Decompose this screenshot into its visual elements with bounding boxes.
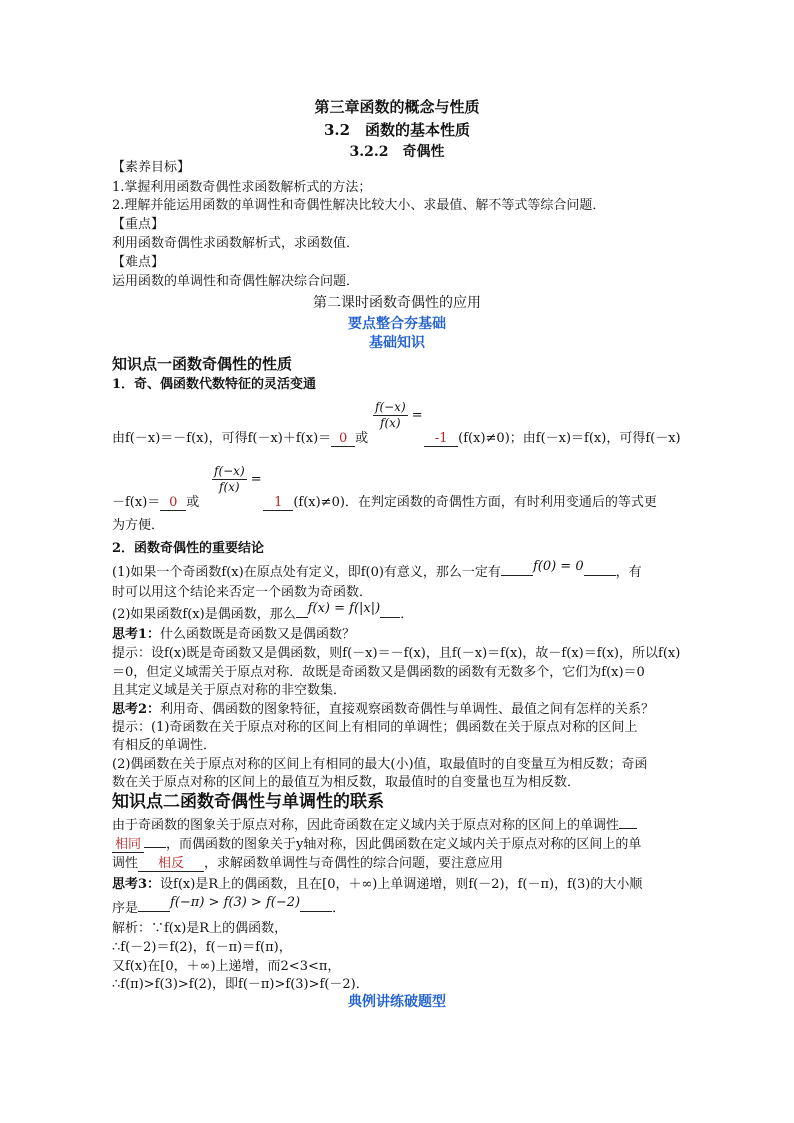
think-3-question-text: 设f(x)是R上的偶函数，且在[0，＋∞)上单调递增，则f(－2)，f(－π)，f(3)的大小顺 xyxy=(160,877,643,892)
think-2-question-text: 利用奇、偶函数的图象特征，直接观察函数奇偶性与单调性、最值之间有怎样的关系？ xyxy=(160,702,655,717)
fraction-denominator: f(x) xyxy=(380,416,401,430)
think-3-solution-3: 又f(x)在[0，＋∞)上递增，而2<3<π， xyxy=(112,959,341,974)
kp2-line-2 xyxy=(112,834,684,855)
conclusion-2 xyxy=(112,601,684,625)
section-subheading-blue: 基础知识 xyxy=(369,335,425,351)
fraction-ratio-1 xyxy=(373,400,423,431)
fraction-numerator-2: f(−x) xyxy=(214,464,245,478)
think-3-solution-2: ∴f(－2)＝f(2)，f(－π)＝f(π)， xyxy=(112,940,292,955)
kp1-line-3: 为方便． xyxy=(112,518,165,533)
kp1-line-2 xyxy=(112,492,684,513)
answer-blank-4: 1 xyxy=(263,496,293,511)
think-3-question-text-2: 序是 xyxy=(112,901,139,916)
knowledge-point-1-title: 知识点一函数奇偶性的性质 xyxy=(112,355,293,373)
formula-f0: f(0) = 0 xyxy=(532,559,584,574)
chapter-title: 第三章函数的概念与性质 xyxy=(314,98,480,116)
goals-item-1: 1.掌握利用函数奇偶性求函数解析式的方法； xyxy=(112,180,372,195)
formula-even: f(x) = f(|x|) xyxy=(307,601,381,616)
think-1-label: 思考1： xyxy=(112,627,161,642)
conclusion-1-line-2: 时可以用这个结论来否定一个函数为奇函数． xyxy=(112,585,373,600)
think-2-answer-3: (2)偶函数在关于原点对称的区间上有相同的最大(小)值，取最值时的自变量互为相反数；奇函 xyxy=(112,757,648,772)
conclusion-1-text-a: (1)如果一个奇函数f(x)在原点处有定义，即f(0)有意义，那么一定有 xyxy=(112,565,501,580)
kp1-line-1-text-c: (f(x)≠0)；由f(－x)＝f(x)，可得f(－x) xyxy=(458,431,681,446)
key-point-text: 利用函数奇偶性求函数解析式，求函数值． xyxy=(112,236,360,251)
kp1-line-1-text-a: 由f(－x)＝－f(x)，可得f(－x)＋f(x)＝ xyxy=(112,431,332,446)
kp2-line-2-text: ，而偶函数的图象关于y轴对称，因此偶函数在定义域内关于原点对称的区间上的单 xyxy=(166,837,642,852)
kp2-line-3 xyxy=(112,853,684,874)
think-2-answer-1: 提示：(1)奇函数在关于原点对称的区间上有相同的单调性；偶函数在关于原点对称的区间上 xyxy=(112,720,638,735)
think-3-solution-4: ∴f(π)>f(3)>f(2)，即f(－π)>f(3)>f(－2)． xyxy=(112,977,369,992)
key-point-heading: 【重点】 xyxy=(112,217,165,232)
difficulty-text: 运用函数的单调性和奇偶性解决综合问题． xyxy=(112,274,360,289)
think-2-answer-2: 有相反的单调性． xyxy=(112,738,217,753)
kp2-line-3-text-a: 调性 xyxy=(112,856,139,871)
think-1-answer-1: 提示：设f(x)既是奇函数又是偶函数，则f(－x)＝－f(x)，且f(－x)＝f(x)，故－f(x)＝f(x)，所以f(x) xyxy=(112,646,681,661)
knowledge-point-2-title: 知识点二函数奇偶性与单调性的联系 xyxy=(112,792,384,812)
conclusion-2-text-b: ． xyxy=(400,607,414,622)
conclusion-2-text-a: (2)如果函数f(x)是偶函数，那么 xyxy=(112,607,296,622)
goals-item-2: 2.理解并能运用函数的单调性和奇偶性解决比较大小、求最值、解不等式等综合问题． xyxy=(112,198,606,213)
think-3-end: ． xyxy=(332,901,346,916)
think-1-question xyxy=(112,624,684,645)
kp2-line-3-text-b: ，求解函数单调性与奇偶性的综合问题，要注意应用 xyxy=(204,856,504,871)
section-heading-examples: 典例讲练破题型 xyxy=(348,994,446,1010)
knowledge-point-1-sub2: 2．函数奇偶性的重要结论 xyxy=(112,541,265,556)
kp1-line-2-text-a: －f(x)＝ xyxy=(112,495,161,510)
goals-heading: 【素养目标】 xyxy=(112,160,191,175)
kp1-line-2-text-c: (f(x)≠0)．在判定函数的奇偶性方面，有时利用变通后的等式更 xyxy=(293,495,657,510)
answer-blank-opposite: 相反 xyxy=(138,857,204,872)
section-title: 3.2 函数的基本性质 xyxy=(323,121,471,139)
kp1-line-2-text-b: 或 xyxy=(186,495,200,510)
conclusion-1-text-b: ，有 xyxy=(615,565,642,580)
kp2-line-1-text: 由于奇函数的图象关于原点对称，因此奇函数在定义域内关于原点对称的区间上的单调性 xyxy=(112,818,620,833)
think-3-solution-1: 解析：∵f(x)是R上的偶函数， xyxy=(112,921,288,936)
think-2-label: 思考2： xyxy=(112,702,161,717)
think-1-answer-3: 且其定义域是关于原点对称的非空数集． xyxy=(112,683,347,698)
kp1-line-1-text-b: 或 xyxy=(355,431,369,446)
lesson-title: 第二课时函数奇偶性的应用 xyxy=(313,295,481,311)
think-3-label: 思考3： xyxy=(112,877,161,892)
kp1-line-1 xyxy=(112,428,684,449)
difficulty-heading: 【难点】 xyxy=(112,255,165,270)
fraction-numerator: f(−x) xyxy=(375,400,406,414)
answer-blank-same: 相同 xyxy=(112,838,144,853)
fraction-equals-2: = xyxy=(250,472,262,487)
fraction-denominator-2: f(x) xyxy=(219,480,240,494)
think-1-answer-2: ＝0，但定义域需关于原点对称．故既是奇函数又是偶函数的函数有无数多个，它们为f(x)＝0 xyxy=(112,665,645,680)
fraction-equals: = xyxy=(411,408,423,423)
answer-blank-3: 0 xyxy=(160,496,186,511)
kp2-line-1 xyxy=(112,815,684,836)
conclusion-1-line-1 xyxy=(112,559,684,583)
formula-order: f(−π) > f(3) > f(−2) xyxy=(170,895,301,910)
think-2-answer-4: 数在关于原点对称的区间上的最值互为相反数，取最值时的自变量也互为相反数． xyxy=(112,775,581,790)
answer-blank-1: 0 xyxy=(331,432,355,447)
subsection-title: 3.2.2 奇偶性 xyxy=(349,144,445,160)
knowledge-point-1-sub1: 1．奇、偶函数代数特征的灵活变通 xyxy=(112,377,317,392)
answer-blank-2: -1 xyxy=(424,432,458,447)
fraction-ratio-2 xyxy=(212,464,262,495)
section-heading-blue: 要点整合夯基础 xyxy=(348,316,446,332)
think-3-answer-line xyxy=(112,895,684,919)
think-1-question-text: 什么函数既是奇函数又是偶函数？ xyxy=(160,627,356,642)
